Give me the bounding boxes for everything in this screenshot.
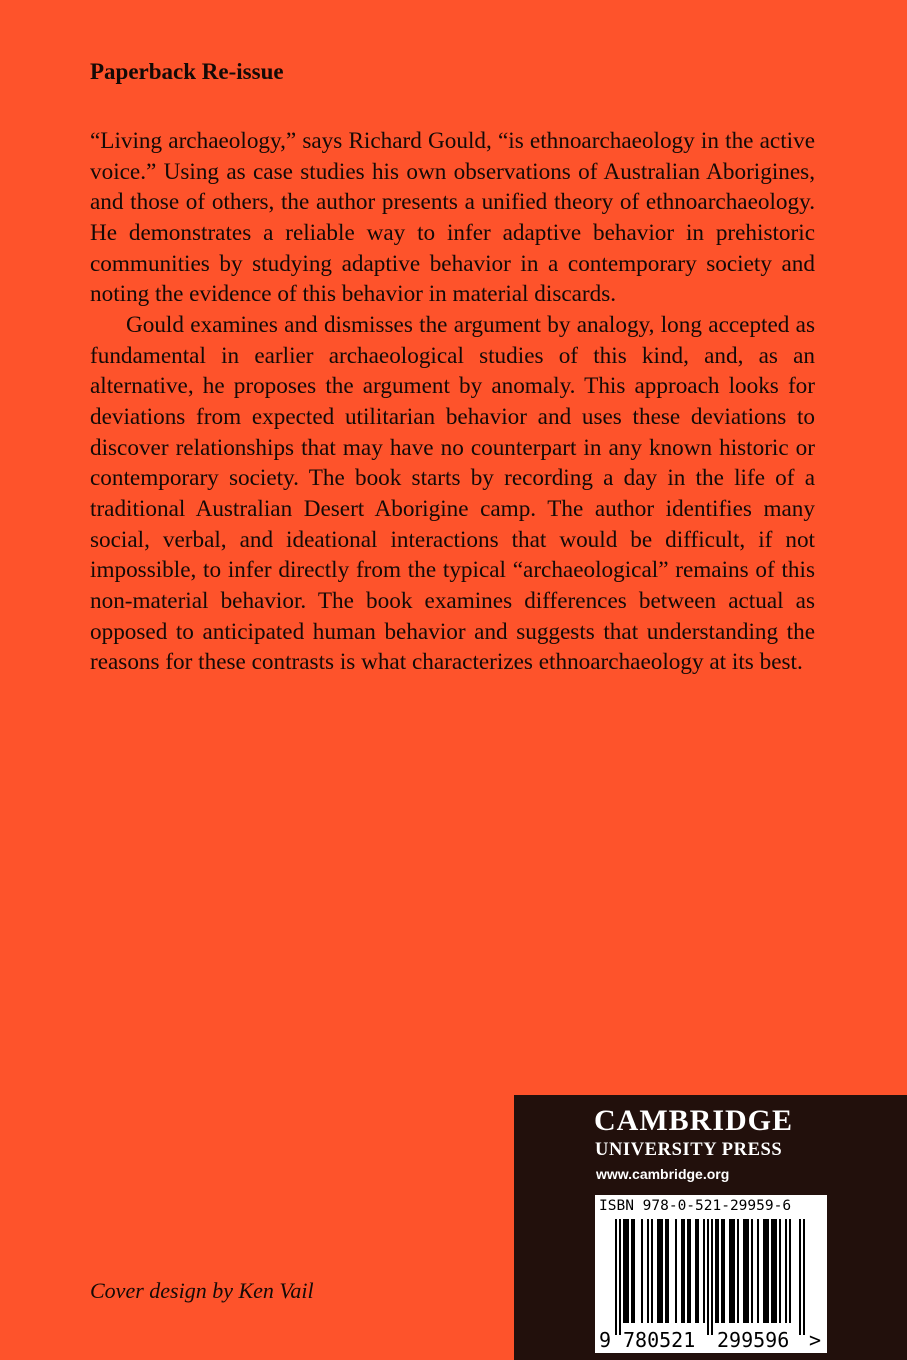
barcode-bar — [763, 1219, 765, 1323]
barcode-bar — [737, 1219, 739, 1323]
barcode-bar — [641, 1219, 643, 1323]
isbn-label: ISBN 978-0-521-29959-6 — [599, 1198, 792, 1214]
barcode-bar — [681, 1219, 683, 1323]
barcode-bar — [651, 1219, 653, 1323]
barcode-bar — [623, 1219, 625, 1323]
barcode-bar — [757, 1219, 759, 1323]
barcode-bar — [785, 1219, 787, 1323]
barcode-bar — [695, 1219, 697, 1323]
barcode-bar — [731, 1219, 733, 1323]
barcode-digit-lead: 9 — [599, 1328, 612, 1352]
barcode-bar — [697, 1219, 699, 1323]
barcode-bar — [665, 1219, 667, 1323]
barcode-bar — [717, 1219, 719, 1323]
publisher-name: CAMBRIDGE — [594, 1104, 794, 1137]
barcode-guard-bar — [615, 1219, 617, 1335]
barcode-guard-bar — [711, 1219, 713, 1335]
barcode-guard-bar — [707, 1219, 709, 1335]
barcode-bar — [733, 1219, 735, 1323]
barcode-bar — [661, 1219, 663, 1323]
barcode-bar — [659, 1219, 661, 1323]
barcode-bar — [745, 1219, 747, 1323]
barcode-bar — [703, 1219, 705, 1323]
barcode-bar — [687, 1219, 689, 1323]
barcode-bar — [747, 1219, 749, 1323]
barcode-quiet-zone-marker: > — [809, 1328, 822, 1352]
barcode-bar — [771, 1219, 773, 1323]
barcode-guard-bar — [619, 1219, 621, 1335]
barcode-bar — [667, 1219, 669, 1323]
barcode-bar — [729, 1219, 731, 1323]
publisher-subname: UNIVERSITY PRESS — [595, 1140, 783, 1160]
publisher-imprint-box — [514, 1095, 907, 1360]
barcode-bar — [689, 1219, 691, 1323]
barcode-bar — [721, 1219, 723, 1323]
barcode-digits-right: 299596 — [717, 1328, 790, 1352]
cover-design-credit: Cover design by Ken Vail — [90, 1278, 314, 1303]
barcode-bar — [715, 1219, 717, 1323]
barcode-guard-bar — [803, 1219, 805, 1335]
barcode-bar — [657, 1219, 659, 1323]
barcode-bar — [775, 1219, 777, 1323]
barcode-bar — [683, 1219, 685, 1323]
barcode-bar — [779, 1219, 781, 1323]
barcode-bar — [773, 1219, 775, 1323]
barcode-guard-bar — [799, 1219, 801, 1335]
isbn-barcode — [595, 1195, 827, 1353]
barcode-bar — [647, 1219, 649, 1323]
barcode-graphic — [595, 1195, 827, 1353]
barcode-bar — [751, 1219, 753, 1323]
page-heading: Paperback Re-issue — [90, 59, 284, 84]
barcode-bar — [627, 1219, 629, 1323]
barcode-bar — [631, 1219, 633, 1323]
blurb-paragraph-1: “Living archaeology,” says Richard Gould, “is ethnoarchaeology in the active voice.” Using as case studies his own observations of Australian Aborigines, and those of others, the author presents a unified theory of ethnoarchaeology. He demonstrates a reliable way to infer adaptive behavior in prehistoric communities by studying adaptive behavior in a contemporary society and noting the evidence of this behavior in material discards. — [90, 128, 815, 308]
barcode-bar — [675, 1219, 677, 1323]
barcode-bar — [625, 1219, 627, 1323]
barcode-bar — [789, 1219, 791, 1323]
barcode-digits-left: 780521 — [623, 1328, 696, 1352]
barcode-bar — [723, 1219, 725, 1323]
barcode-bar — [633, 1219, 635, 1323]
barcode-bar — [743, 1219, 745, 1323]
barcode-bar — [767, 1219, 769, 1323]
barcode-bar — [765, 1219, 767, 1323]
back-cover-blurb — [90, 126, 815, 678]
publisher-url: www.cambridge.org — [596, 1166, 730, 1182]
blurb-paragraph-2: Gould examines and dismisses the argument by analogy, long accepted as fundamental in earlier archaeological studies of this kind, and, as an alternative, he proposes the argument by anomaly. This approach looks for deviations from expected utilitarian behavior and uses these deviations to discover relationships that may have no counterpart in any known historic or contemporary society. The book starts by recording a day in the life of a traditional Australian Desert Aborigine camp. The author identifies many social, verbal, and ideational interactions that would be difficult, if not impossible, to infer directly from the typical “archaeological” remains of this non-material behavior. The book examines differences between actual as opposed to anticipated human behavior and suggests that understanding the reasons for these contrasts is what characterizes ethnoarchaeology at its best. — [90, 311, 815, 676]
